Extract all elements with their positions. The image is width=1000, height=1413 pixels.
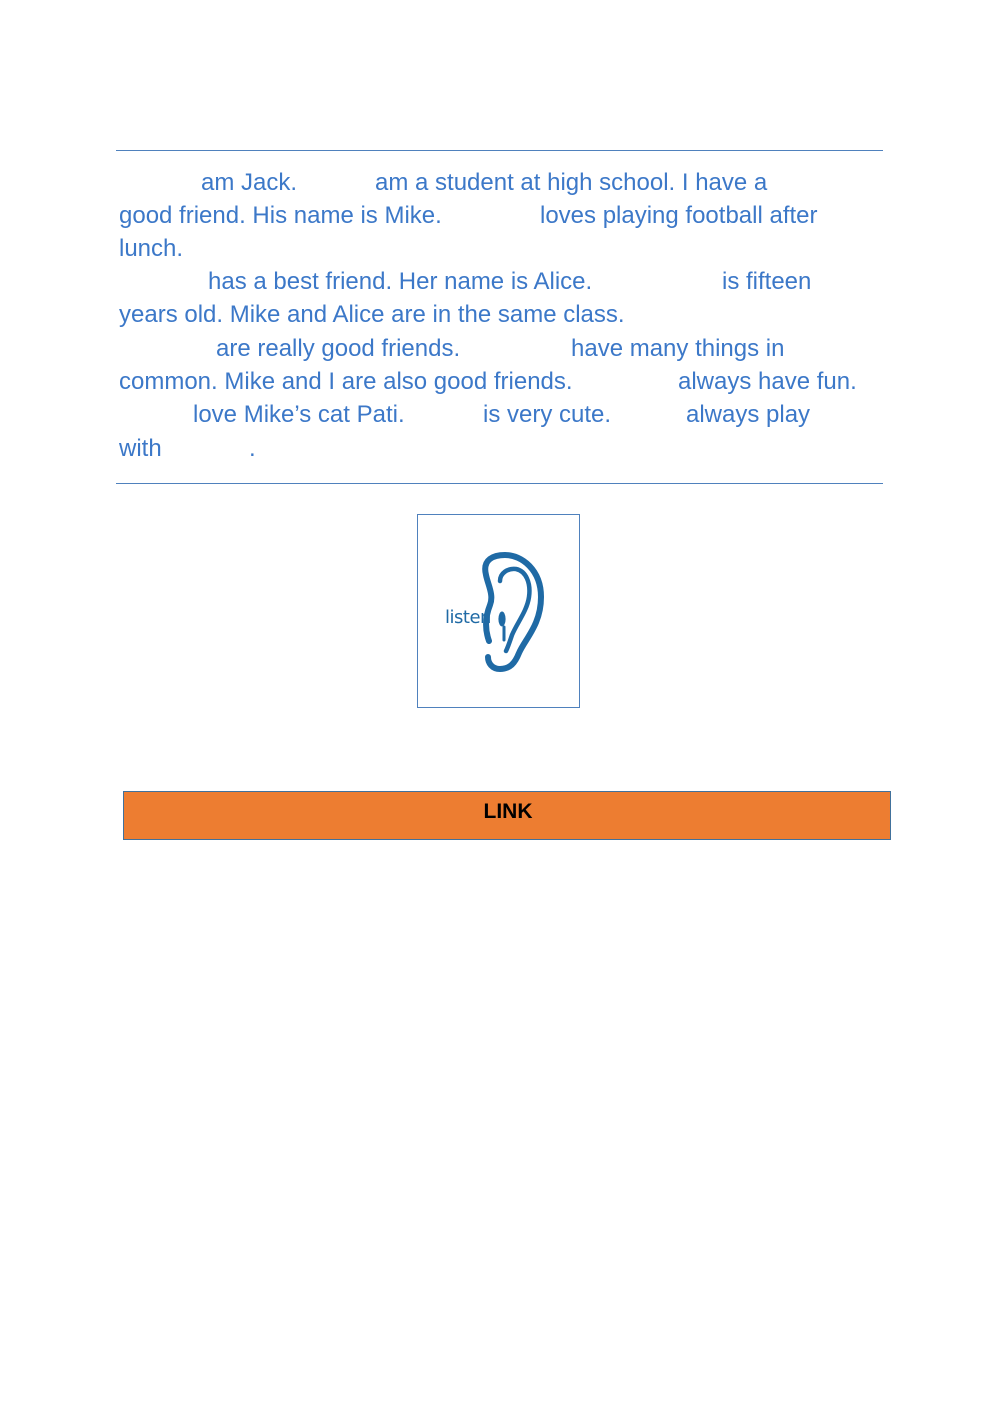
blank-5[interactable]: [642, 269, 720, 297]
passage-text: has a best friend. Her name is Alice.: [208, 268, 593, 295]
blank-1[interactable]: [120, 170, 199, 198]
blank-12[interactable]: [172, 436, 250, 464]
blank-8[interactable]: [630, 369, 676, 397]
blank-7[interactable]: [490, 336, 570, 364]
blank-4[interactable]: [120, 269, 206, 297]
passage-text: is fifteen: [722, 268, 812, 295]
passage-text: have many things in: [571, 335, 785, 362]
ear-icon: [418, 515, 581, 709]
passage-text: are really good friends.: [216, 335, 461, 362]
passage-text: am Jack.: [201, 169, 298, 196]
passage-text: common. Mike and I are also good friends.: [119, 368, 573, 395]
listen-label: listen: [445, 607, 491, 628]
bottom-divider: [116, 483, 883, 484]
passage-text: always have fun.: [678, 368, 857, 395]
passage-text: am a student at high school. I have a: [375, 169, 768, 196]
blank-2[interactable]: [310, 170, 374, 198]
passage-text: good friend. His name is Mike.: [119, 202, 442, 229]
reading-passage: [0, 0, 1000, 480]
listen-audio-button[interactable]: [417, 514, 580, 708]
blank-3[interactable]: [472, 203, 538, 231]
link-button-label: LINK: [483, 800, 533, 823]
passage-text: lunch.: [119, 235, 184, 262]
blank-6[interactable]: [120, 336, 214, 364]
passage-text: always play: [686, 401, 811, 428]
blank-11[interactable]: [628, 402, 684, 430]
blank-10[interactable]: [433, 402, 481, 430]
passage-text: loves playing football after: [540, 202, 818, 229]
passage-text: with: [119, 435, 162, 462]
passage-text: love Mike’s cat Pati.: [193, 401, 405, 428]
blank-9[interactable]: [120, 402, 191, 430]
passage-text: .: [249, 435, 256, 462]
link-button[interactable]: [123, 791, 891, 840]
passage-text: years old. Mike and Alice are in the same class.: [119, 301, 625, 328]
passage-text: is very cute.: [483, 401, 612, 428]
